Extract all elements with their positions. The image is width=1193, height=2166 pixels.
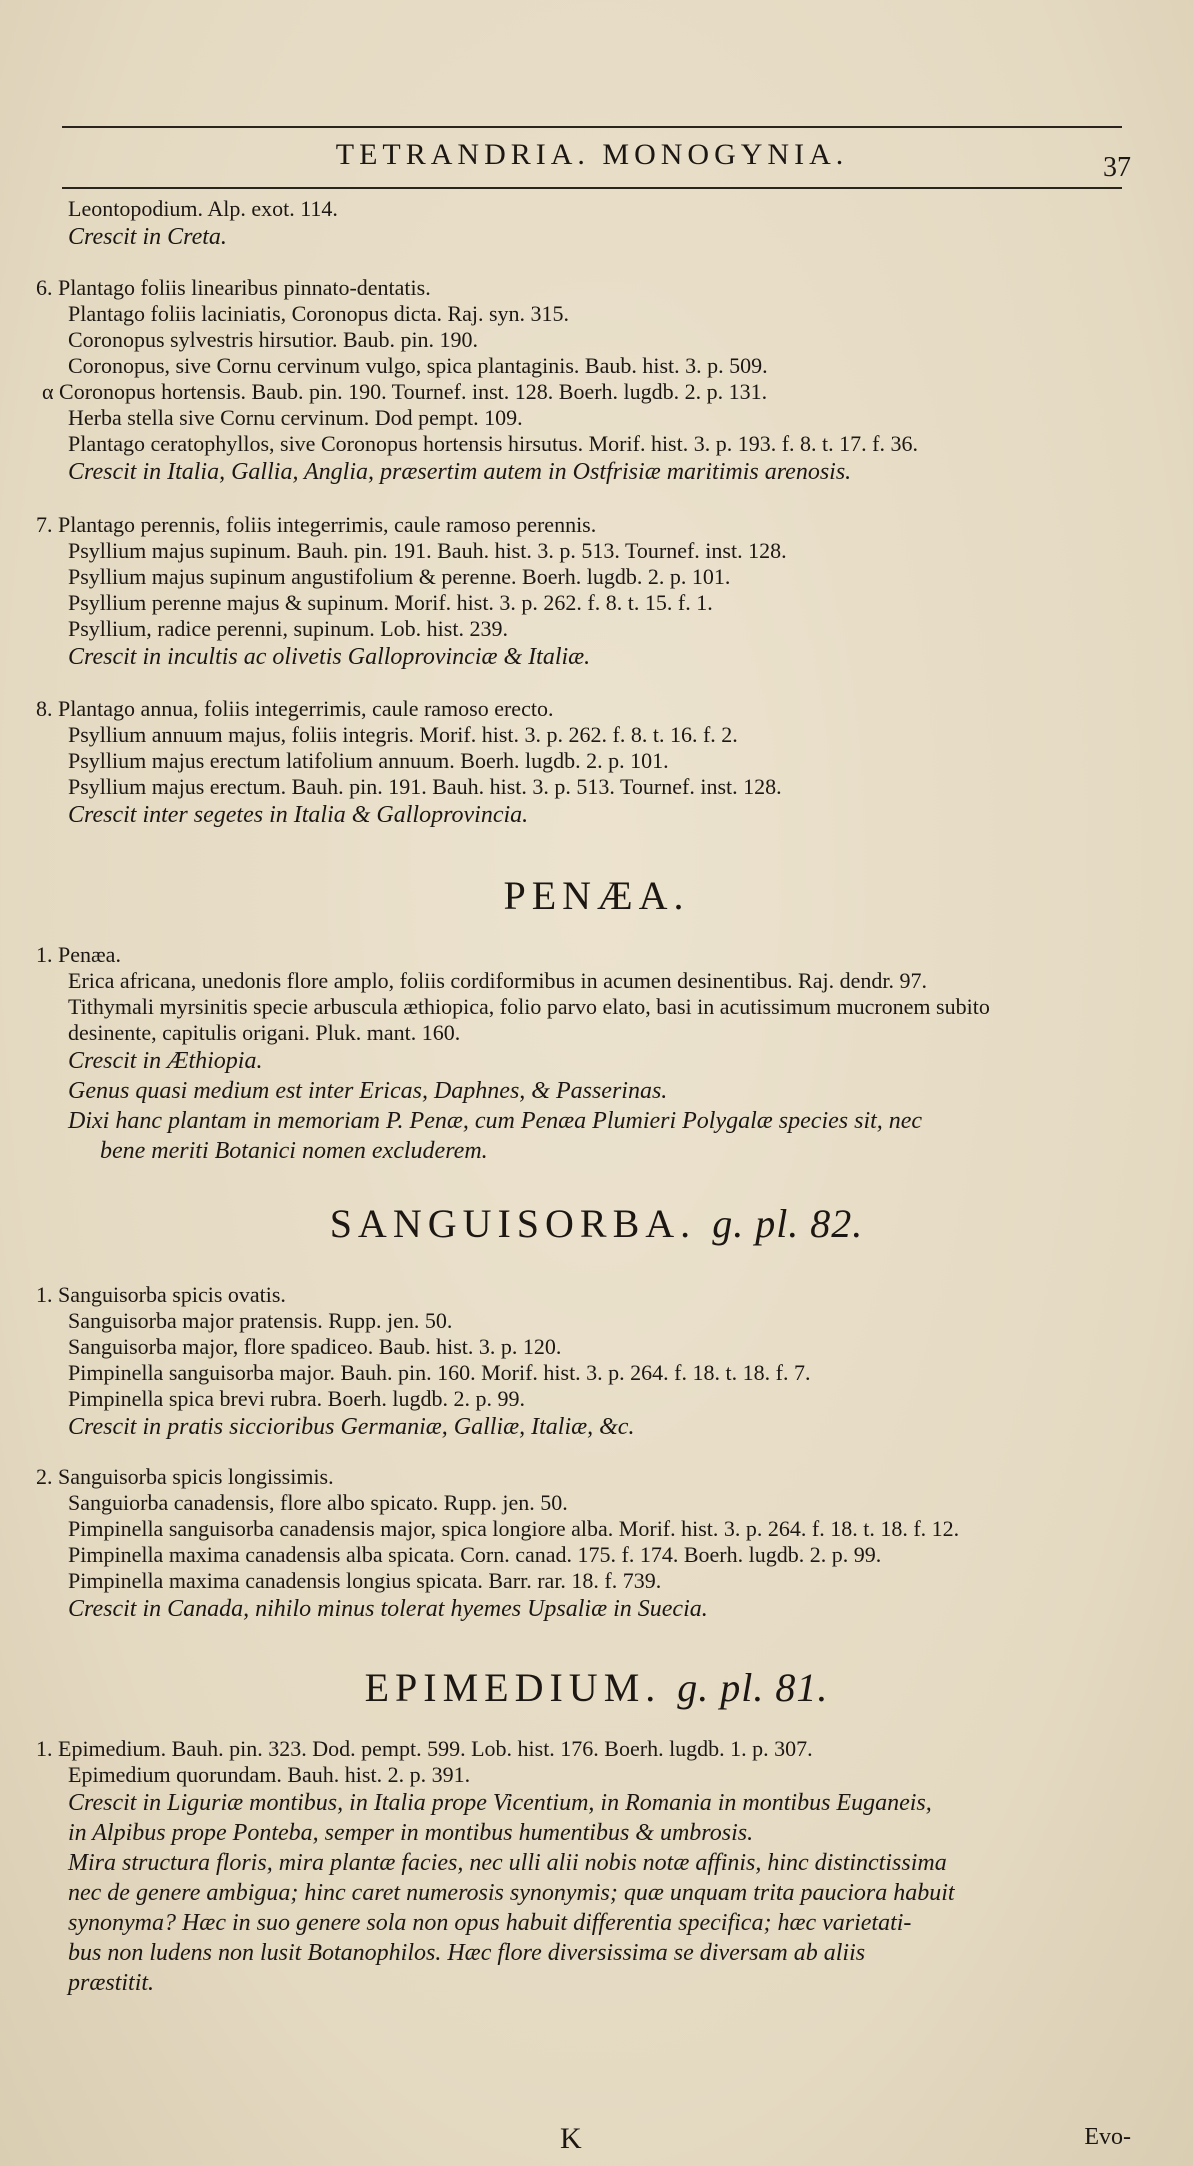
signature-mark: K [560,2122,582,2155]
crescit-line: Crescit in Canada, nihilo minus tolerat hyemes Upsaliæ in Suecia. [68,1596,708,1622]
species-heading: 1. Sanguisorba spicis ovatis. [36,1282,286,1307]
synonym-line: Psyllium majus erectum latifolium annuum. Boerh. lugdb. 2. p. 101. [68,748,669,773]
note-line: Dixi hanc plantam in memoriam P. Penæ, cum Penæa Plumieri Polygalæ species sit, nec [68,1108,923,1134]
species-diagnosis: Plantago foliis linearibus pinnato-dentatis. [58,275,431,300]
genus-title-penaea [0,872,1193,919]
penaea-species-1 [36,942,1136,1166]
genus-reference: g. pl. 81. [677,1665,829,1710]
synonym-line: desinente, capitulis origani. Pluk. mant. 160. [68,1020,461,1045]
synonym-line: Sanguisorba major, flore spadiceo. Baub. hist. 3. p. 120. [68,1334,562,1359]
synonym-line: Coronopus, sive Cornu cervinum vulgo, spica plantaginis. Baub. hist. 3. p. 509. [68,353,768,378]
genus-name: EPIMEDIUM. [364,1665,662,1710]
note-line: bus non ludens non lusit Botanophilos. Hæc flore diversissima se diversam ab aliis [68,1940,866,1966]
species-number: 6. [36,275,53,300]
crescit-line: Crescit in incultis ac olivetis Galloprovinciæ & Italiæ. [68,644,591,670]
species-heading: 1. Epimedium. Bauh. pin. 323. Dod. pempt. 599. Lob. hist. 176. Boerh. lugdb. 1. p. 307. [36,1736,813,1761]
synonym-line: Pimpinella maxima canadensis longius spicata. Barr. rar. 18. f. 739. [68,1568,662,1593]
species-heading [36,696,1136,722]
synonym-line: Erica africana, unedonis flore amplo, foliis cordiformibus in acumen desinentibus. Raj. dendr. 97. [68,968,927,993]
reference-line: Leontopodium. Alp. exot. 114. [68,196,338,221]
synonym-line: Sanguisorba major pratensis. Rupp. jen. 50. [68,1308,453,1333]
synonym-line: Psyllium majus supinum. Bauh. pin. 191. Bauh. hist. 3. p. 513. Tournef. inst. 128. [68,538,787,563]
synonym-line: Sanguiorba canadensis, flore albo spicato. Rupp. jen. 50. [68,1490,568,1515]
synonym-line: Psyllium majus supinum angustifolium & perenne. Boerh. lugdb. 2. p. 101. [68,564,731,589]
top-continuation [36,196,1136,252]
species-diagnosis: Plantago annua, foliis integerrimis, caule ramoso erecto. [58,696,554,721]
synonym-line: Plantago ceratophyllos, sive Coronopus hortensis hirsutus. Morif. hist. 3. p. 193. f. 8. t. 17. f. 36. [68,431,918,456]
synonym-line: Psyllium, radice perenni, supinum. Lob. hist. 239. [68,616,508,641]
species-number: 8. [36,696,53,721]
synonym-line: Epimedium quorundam. Bauh. hist. 2. p. 391. [68,1762,471,1787]
synonym-line: Pimpinella sanguisorba canadensis major, spica longiore alba. Morif. hist. 3. p. 264. f. 18. t. 18. f. 12. [68,1516,960,1541]
species-heading [36,275,1136,301]
synonym-line: Herba stella sive Cornu cervinum. Dod pempt. 109. [68,405,523,430]
synonym-line: Plantago foliis laciniatis, Coronopus dicta. Raj. syn. 315. [68,301,570,326]
synonym-line: Psyllium perenne majus & supinum. Morif. hist. 3. p. 262. f. 8. t. 15. f. 1. [68,590,713,615]
catchword: Evo- [1084,2124,1131,2150]
crescit-line: Crescit in Italia, Gallia, Anglia, præsertim autem in Ostfrisiæ maritimis arenosis. [68,459,852,485]
synonym-line: Psyllium majus erectum. Bauh. pin. 191. Bauh. hist. 3. p. 513. Tournef. inst. 128. [68,774,782,799]
synonym-line: Pimpinella maxima canadensis alba spicata. Corn. canad. 175. f. 174. Boerh. lugdb. 2. p. 99. [68,1542,882,1567]
note-line: bene meriti Botanici nomen excluderem. [100,1138,488,1164]
species-number: 7. [36,512,53,537]
species-heading: 1. Penæa. [36,942,121,967]
note-line: Mira structura floris, mira plantæ facies, nec ulli alii nobis notæ affinis, hinc distinctissima [68,1850,947,1876]
sanguisorba-species-1 [36,1282,1136,1442]
synonym-line: α Coronopus hortensis. Baub. pin. 190. Tournef. inst. 128. Boerh. lugdb. 2. p. 131. [42,379,768,404]
epimedium-species-1 [36,1736,1136,1998]
note-line: in Alpibus prope Ponteba, semper in montibus humentibus & umbrosis. [68,1820,754,1846]
species-heading [36,512,1136,538]
crescit-line: Crescit in Creta. [68,224,227,250]
synonym-line: Pimpinella sanguisorba major. Bauh. pin. 160. Morif. hist. 3. p. 264. f. 18. t. 18. f. 7. [68,1360,811,1385]
note-line: præstitit. [68,1970,155,1996]
plantago-species-8 [36,696,1136,830]
plantago-species-6 [36,275,1136,487]
synonym-line: Coronopus sylvestris hirsutior. Baub. pin. 190. [68,327,479,352]
genus-name: SANGUISORBA. [329,1201,697,1246]
genus-title-epimedium [0,1664,1193,1711]
running-head: TETRANDRIA. MONOGYNIA. [335,138,849,171]
synonym-line: Psyllium annuum majus, foliis integris. Morif. hist. 3. p. 262. f. 8. t. 16. f. 2. [68,722,738,747]
genus-title-sanguisorba [0,1200,1193,1247]
page-number: 37 [1103,152,1131,183]
plantago-species-7 [36,512,1136,672]
synonym-line: Pimpinella spica brevi rubra. Boerh. lugdb. 2. p. 99. [68,1386,526,1411]
species-diagnosis: Plantago perennis, foliis integerrimis, caule ramoso perennis. [58,512,597,537]
note-line: nec de genere ambigua; hinc caret numerosis synonymis; quæ unquam trita pauciora habuit [68,1880,955,1906]
sanguisorba-species-2 [36,1464,1136,1624]
species-heading: 2. Sanguisorba spicis longissimis. [36,1464,334,1489]
genus-reference: g. pl. 82. [712,1201,864,1246]
genus-name: PENÆA. [503,873,690,918]
note-line: synonyma? Hæc in suo genere sola non opus habuit differentia specifica; hæc varietati- [68,1910,912,1936]
header-rule-top [62,126,1122,128]
synonym-line: Tithymali myrsinitis specie arbuscula æthiopica, folio parvo elato, basi in acutissimum mucronem subito [68,994,990,1019]
crescit-line: Crescit inter segetes in Italia & Galloprovincia. [68,802,529,828]
crescit-line: Crescit in Liguriæ montibus, in Italia prope Vicentium, in Romania in montibus Euganeis, [68,1790,932,1816]
note-line: Genus quasi medium est inter Ericas, Daphnes, & Passerinas. [68,1078,668,1104]
crescit-line: Crescit in Æthiopia. [68,1048,263,1074]
crescit-line: Crescit in pratis siccioribus Germaniæ, Galliæ, Italiæ, &c. [68,1414,635,1440]
header-rule-bottom [62,187,1122,189]
